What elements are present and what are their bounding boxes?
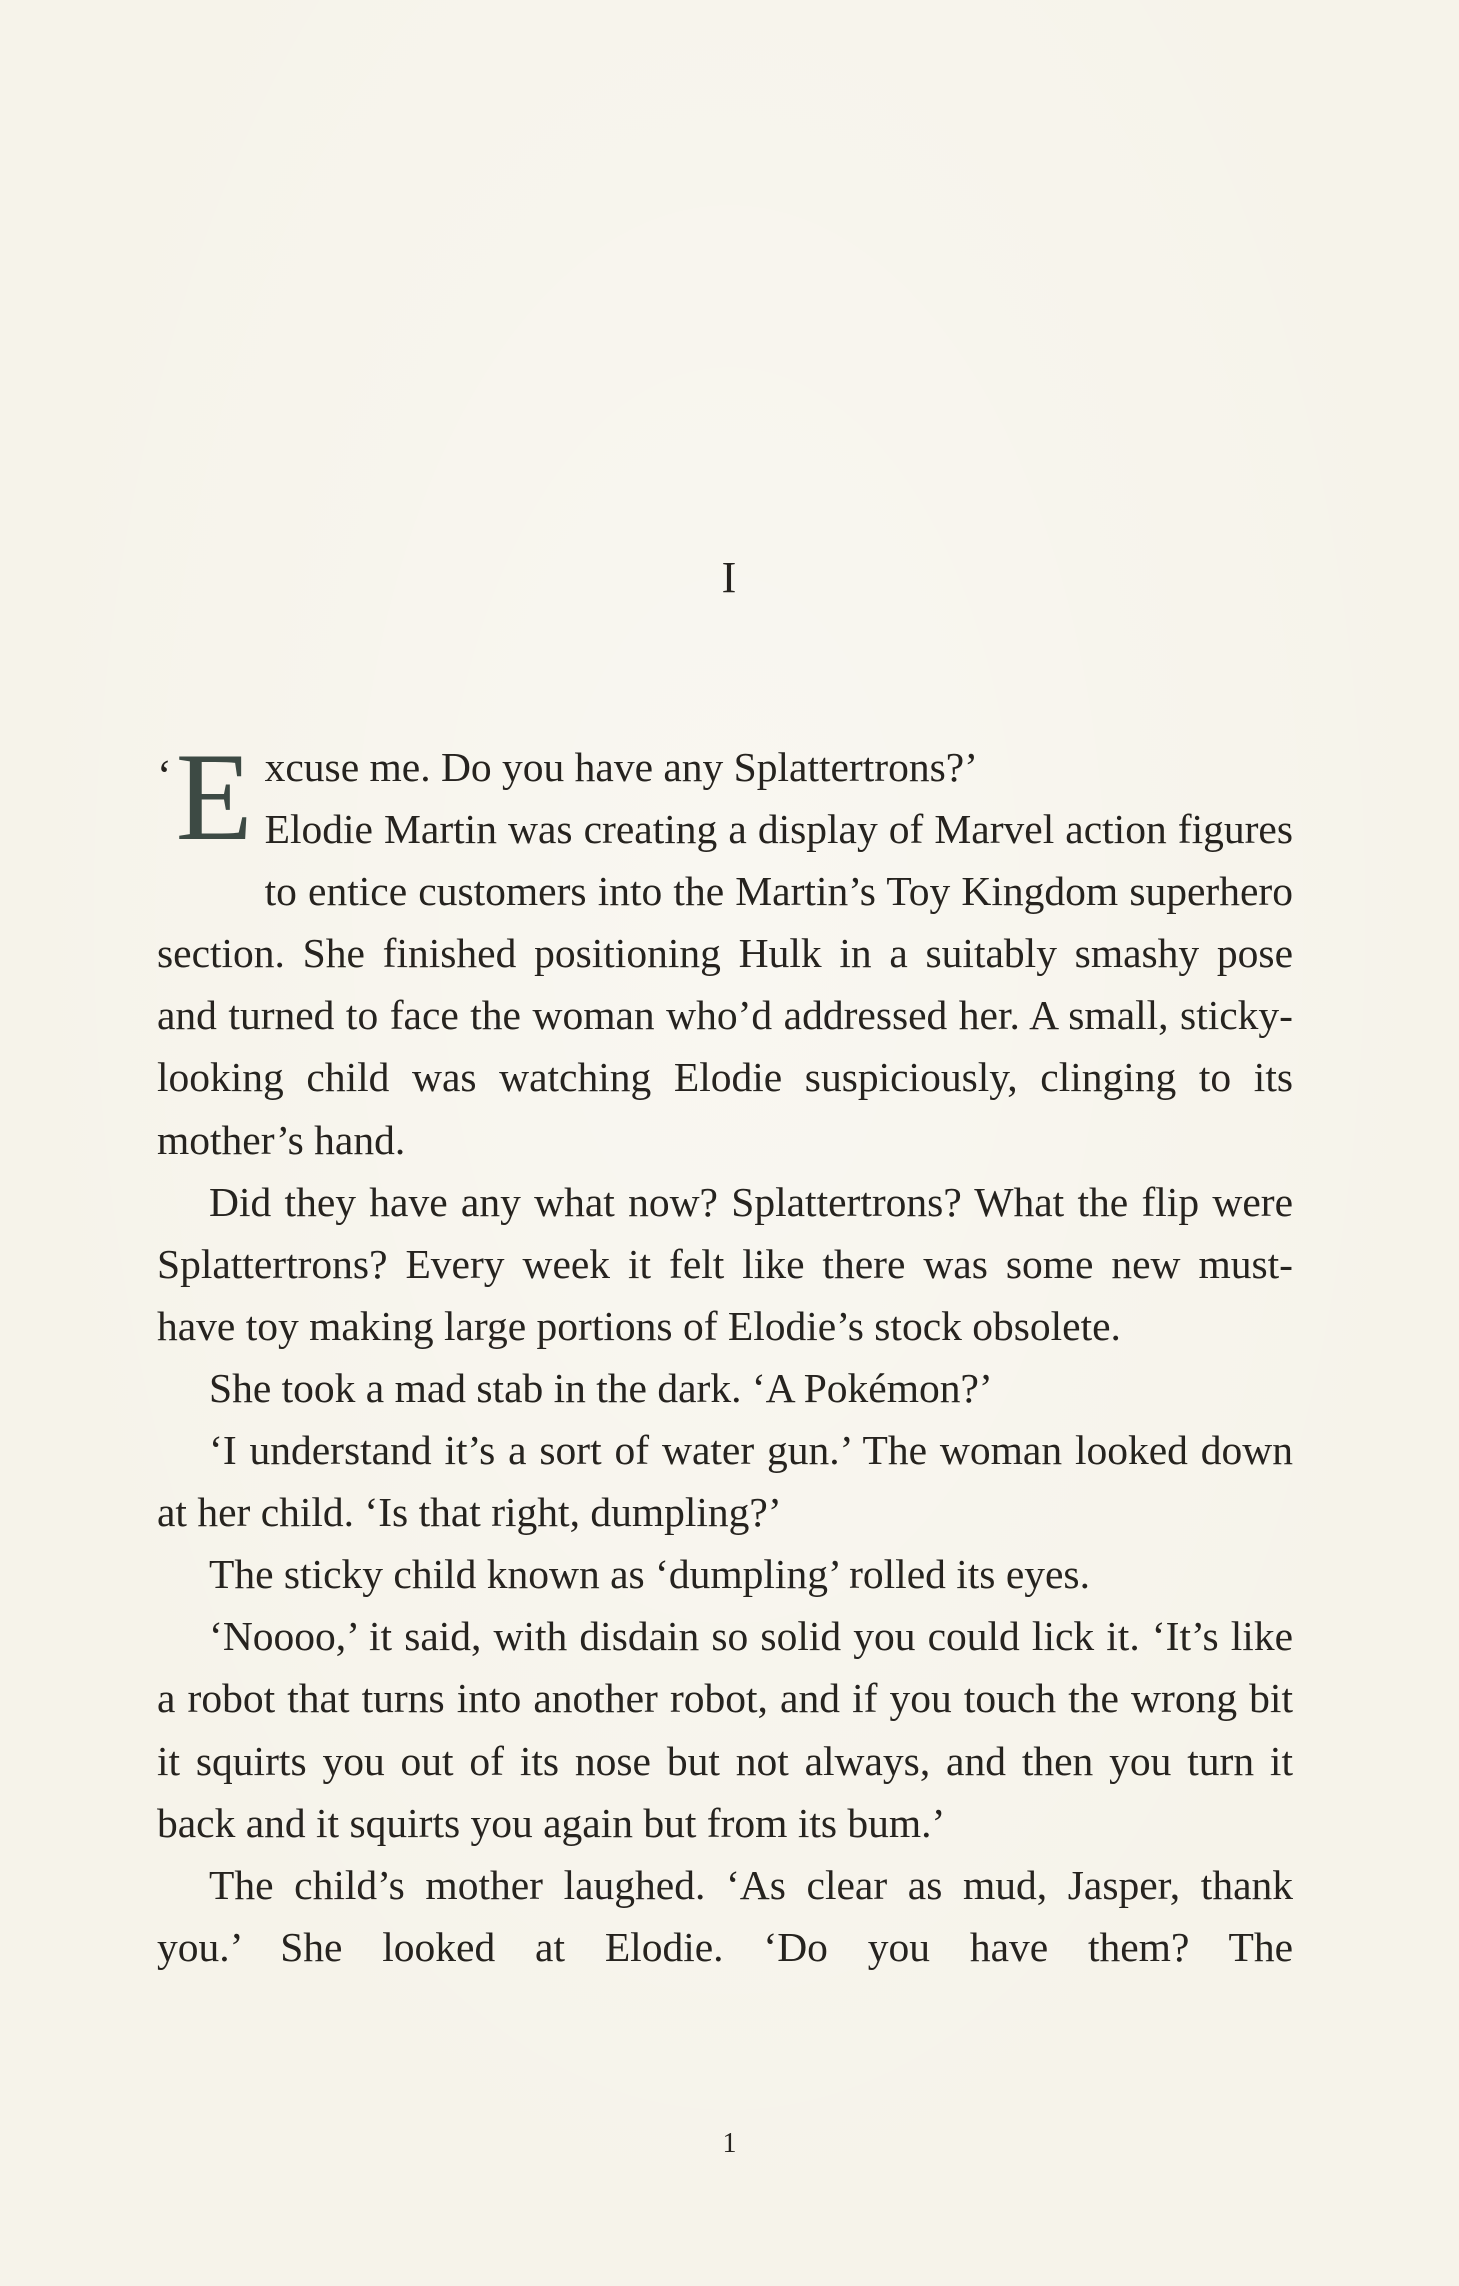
opening-quote-mark: ‘ <box>157 751 172 800</box>
paragraph: The sticky child known as ‘dumpling’ rolled its eyes. <box>209 1551 1090 1598</box>
chapter-body <box>157 728 1293 1978</box>
chapter-number: I <box>721 553 738 602</box>
paragraph: She took a mad stab in the dark. ‘A Pokémon?’ <box>209 1364 993 1411</box>
paragraph: ‘I understand it’s a sort of water gun.’ The woman looked down at her child. ‘Is that right, dumpling?’ <box>157 1427 1293 1536</box>
opening-paragraph <box>157 728 1293 1171</box>
paragraph: Did they have any what now? Splattertrons? What the flip were Splattertrons? Every week it felt like there was some new must-have toy making large portions of Elodie’s stock obsolete. <box>157 1178 1293 1349</box>
paragraph: ‘Noooo,’ it said, with disdain so solid you could lick it. ‘It’s like a robot that turns into another robot, and if you touch the wrong bit it squirts you out of its nose but not always, and then you turn it back and it squirts you again but from its bum.’ <box>157 1613 1293 1846</box>
paragraph: The child’s mother laughed. ‘As clear as mud, Jasper, thank you.’ She looked at Elodie. ‘Do you have them? The <box>157 1861 1293 1970</box>
page-number: 1 <box>722 2128 737 2159</box>
drop-cap-group <box>157 728 253 868</box>
opening-second-paragraph: Elodie Martin was creating a display of Marvel action figures to entice customers into the Martin’s Toy Kingdom superhero section. She finished positioning Hulk in a suitably smashy pose and turned to face the woman who’d addressed her. A small, sticky-looking child was watching Elodie suspiciously, clinging to its mother’s hand. <box>157 806 1293 1163</box>
opening-line: xcuse me. Do you have any Splattertrons?’ <box>264 744 978 790</box>
drop-cap-letter: E <box>175 728 253 867</box>
